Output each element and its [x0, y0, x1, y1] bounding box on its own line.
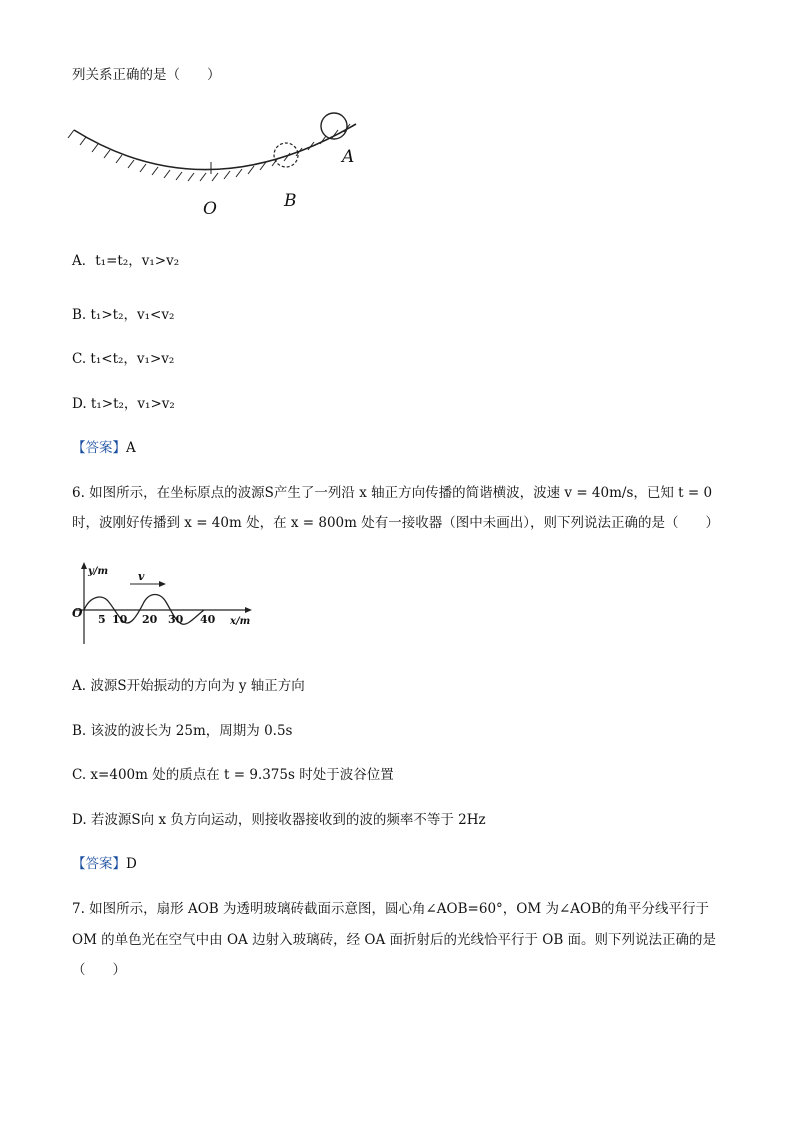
q6-wave-figure: [70, 558, 260, 648]
q6-stem-line1: 6. 如图所示，在坐标原点的波源S产生了一列沿 x 轴正方向传播的简谐横波，波速 v = 40m/s，已知 t = 0: [72, 485, 713, 501]
q6-answer: [72, 855, 137, 873]
q5-option-a: A．t₁=t₂，v₁>v₂: [72, 253, 180, 269]
y-axis-label: y/m: [88, 566, 109, 577]
q6-option-d: D. 若波源S向 x 负方向运动，则接收器接收到的波的频率不等于 2Hz: [72, 812, 486, 828]
track-hatch: [68, 124, 350, 181]
label-A: A: [342, 147, 355, 167]
q6-answer-key: 【答案】: [72, 856, 126, 872]
q5-option-c: C. t₁<t₂，v₁>v₂: [72, 351, 175, 367]
q5-answer-value: A: [126, 440, 136, 456]
q7-stem-line2: OM 的单色光在空气中由 OA 边射入玻璃砖，经 OA 面折射后的光线恰平行于 OB 面。则下列说法正确的是: [72, 932, 717, 948]
origin-label: O: [72, 606, 83, 620]
q5-answer: [72, 439, 136, 457]
x-axis-arrow: [245, 607, 252, 613]
q5-option-d: D. t₁>t₂，v₁>v₂: [72, 396, 175, 412]
tick-30: 30: [168, 613, 184, 626]
label-O: O: [203, 199, 217, 219]
v-label: v: [138, 570, 145, 583]
q6-stem-line2: 时，波刚好传播到 x = 40m 处，在 x = 800m 处有一接收器（图中未画出），则下列说法正确的是（ ）: [72, 515, 719, 531]
label-B: B: [284, 191, 297, 211]
q7-stem-line3: （ ）: [72, 962, 126, 978]
ball-dashed: [274, 143, 298, 167]
tick-5: 5: [98, 613, 106, 626]
y-axis-arrow: [81, 562, 87, 569]
q6-option-a: A. 波源S开始振动的方向为 y 轴正方向: [72, 678, 305, 694]
tick-20: 20: [142, 613, 158, 626]
q5-stem-tail: 列关系正确的是（ ）: [72, 67, 221, 83]
q7-stem-line1: 7. 如图所示，扇形 AOB 为透明玻璃砖截面示意图，圆心角∠AOB=60°，OM 为∠AOB的角平分线平行于: [72, 901, 710, 917]
v-arrow-head: [159, 581, 166, 587]
tick-40: 40: [200, 613, 216, 626]
q6-option-b: B. 该波的波长为 25m，周期为 0.5s: [72, 723, 293, 739]
x-axis-label: x/m: [230, 616, 251, 627]
q5-track-figure: [66, 112, 366, 222]
q5-option-b: B. t₁>t₂，v₁<v₂: [72, 307, 175, 323]
q6-answer-value: D: [126, 856, 137, 872]
tick-10: 10: [112, 613, 128, 626]
q5-answer-key: 【答案】: [72, 440, 126, 456]
q6-option-c: C. x=400m 处的质点在 t = 9.375s 时处于波谷位置: [72, 767, 394, 783]
